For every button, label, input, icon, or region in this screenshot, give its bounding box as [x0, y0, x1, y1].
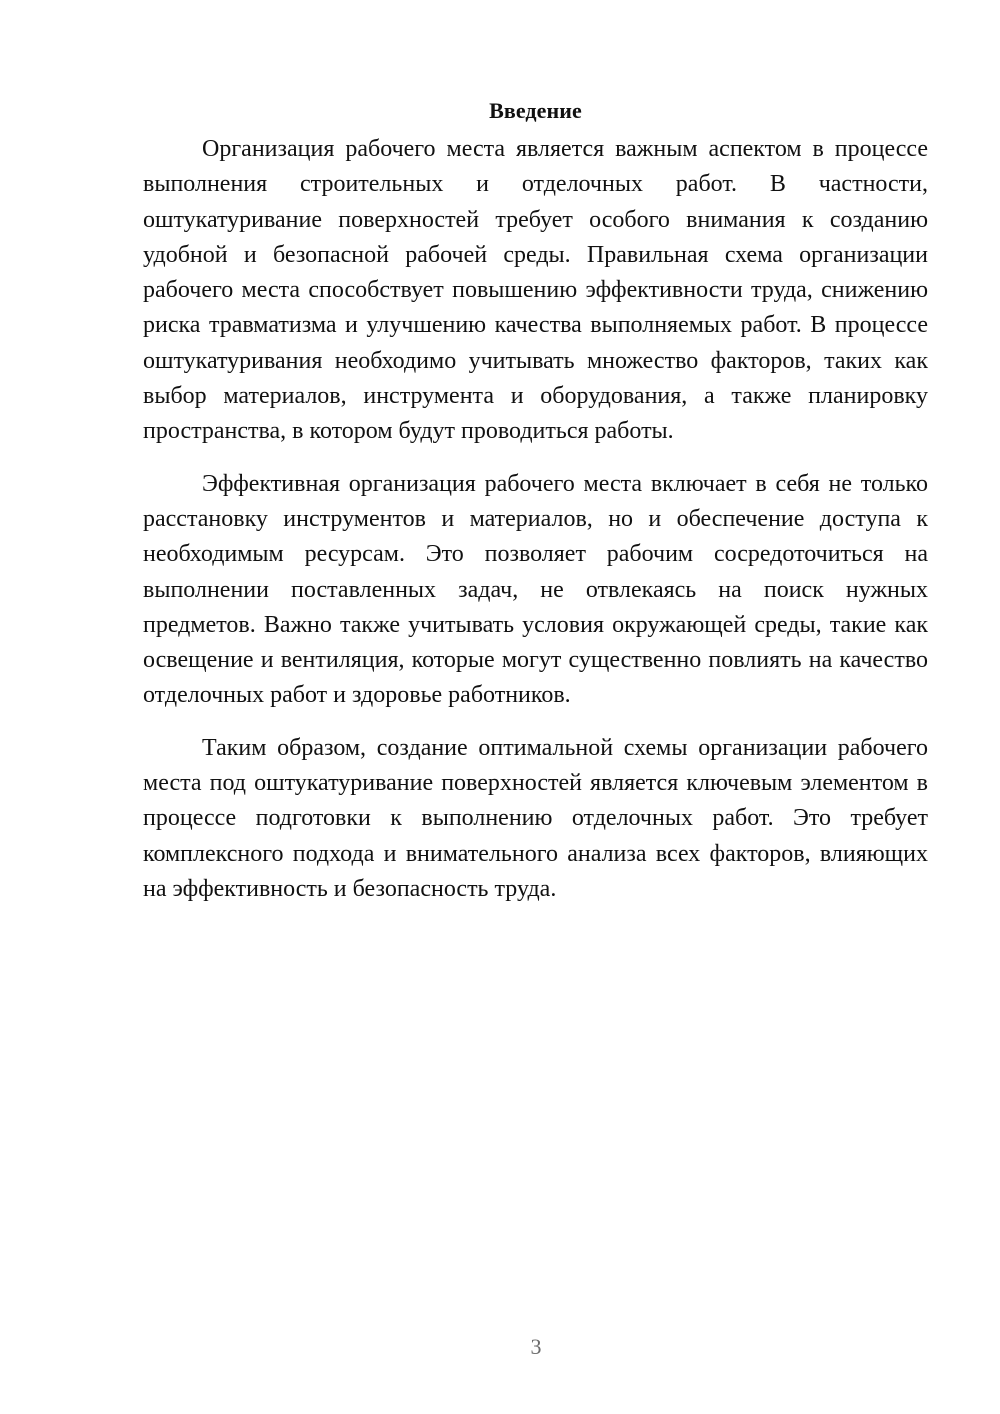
page-content: [143, 96, 928, 924]
page-number: 3: [530, 1334, 542, 1359]
paragraph-1: Организация рабочего места является важным аспектом в процессе выполнения строительных и отделочных работ. В частности, оштукатуривание поверхностей требует особого внимания к созданию удобной и безопасной рабочей среды. Правильная схема организации рабочего места способствует повышению эффективности труда, снижению риска травматизма и улучшению качества выполняемых работ. В процессе оштукатуривания необходимо учитывать множество факторов, таких как выбор материалов, инструмента и оборудования, а также планировку пространства, в котором будут проводиться работы.: [143, 136, 928, 445]
paragraph-2: Эффективная организация рабочего места включает в себя не только расстановку инструментов и материалов, но и обеспечение доступа к необходимым ресурсам. Это позволяет рабочим сосредоточиться на выполнении поставленных задач, не отвлекаясь на поиск нужных предметов. Важно также учитывать условия окружающей среды, такие как освещение и вентиляция, которые могут существенно повлиять на качество отделочных работ и здоровье работников.: [143, 470, 928, 709]
paragraph-3: Таким образом, создание оптимальной схемы организации рабочего места под оштукатуривание поверхностей является ключевым элементом в процессе подготовки к выполнению отделочных работ. Это требует комплексного подхода и внимательного анализа всех факторов, влияющих на эффективность и безопасность труда.: [143, 734, 928, 902]
section-title: Введение: [489, 98, 582, 123]
